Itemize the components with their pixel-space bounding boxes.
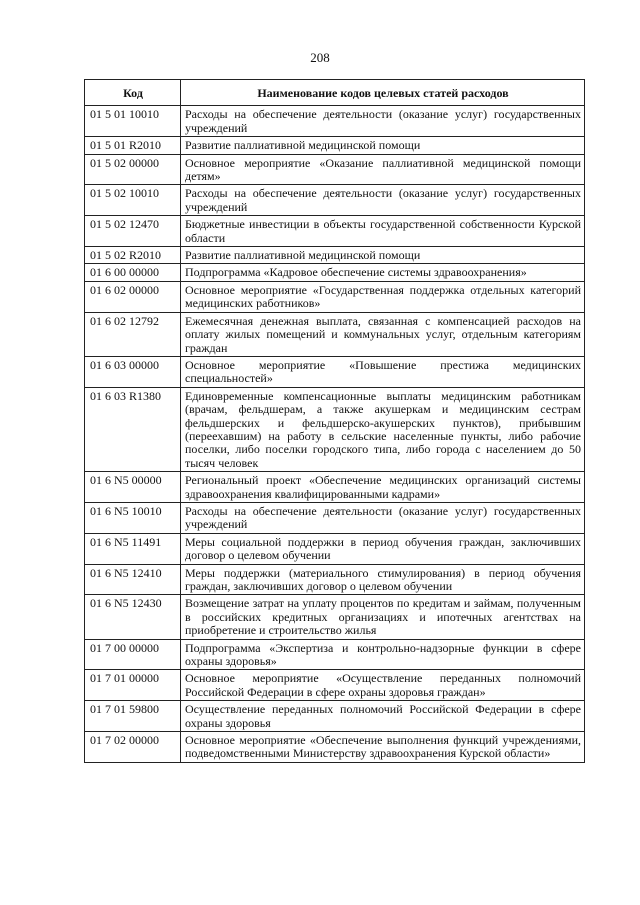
- row-code: 01 7 02 00000: [85, 732, 181, 763]
- row-code: 01 6 02 00000: [85, 281, 181, 312]
- table-row: [85, 247, 585, 264]
- table-row: [85, 670, 585, 701]
- table-row: [85, 595, 585, 639]
- row-name: Основное мероприятие «Обеспечение выполнения функций учреждениями, подведомственными Министерству здравоохранения Курской области»: [181, 732, 585, 763]
- table-row: [85, 185, 585, 216]
- row-name: Развитие паллиативной медицинской помощи: [181, 247, 585, 264]
- table-row: [85, 564, 585, 595]
- row-name: Подпрограмма «Кадровое обеспечение системы здравоохранения»: [181, 264, 585, 281]
- row-name: Меры социальной поддержки в период обучения граждан, заключивших договор о целевом обучении: [181, 533, 585, 564]
- row-code: 01 5 02 10010: [85, 185, 181, 216]
- row-code: 01 6 03 R1380: [85, 387, 181, 471]
- row-name: Осуществление переданных полномочий Российской Федерации в сфере охраны здоровья: [181, 701, 585, 732]
- table-row: [85, 312, 585, 356]
- table-row: [85, 356, 585, 387]
- header-name: Наименование кодов целевых статей расходов: [181, 80, 585, 106]
- row-name: Единовременные компенсационные выплаты медицинским работникам (врачам, фельдшерам, а также акушеркам и медицинским сестрам фельдшерских и фельдшерско-акушерских пунктов), прибывшим (переехавшим) на работу в сельские населенные пункты, либо рабочие поселки, либо поселки городского типа, либо города с населением до 50 тысяч человек: [181, 387, 585, 471]
- row-name: Основное мероприятие «Оказание паллиативной медицинской помощи детям»: [181, 154, 585, 185]
- table-row: [85, 639, 585, 670]
- row-code: 01 5 01 10010: [85, 106, 181, 137]
- row-name: Подпрограмма «Экспертиза и контрольно-надзорные функции в сфере охраны здоровья»: [181, 639, 585, 670]
- row-name: Ежемесячная денежная выплата, связанная с компенсацией расходов на оплату жилых помещений и коммунальных услуг, отдельным категориям граждан: [181, 312, 585, 356]
- row-name: Основное мероприятие «Повышение престижа медицинских специальностей»: [181, 356, 585, 387]
- row-code: 01 5 02 R2010: [85, 247, 181, 264]
- row-name: Возмещение затрат на уплату процентов по кредитам и займам, полученным в российских кредитных организациях и ипотечных агентствах на приобретение и строительство жилья: [181, 595, 585, 639]
- row-code: 01 6 02 12792: [85, 312, 181, 356]
- row-code: 01 6 00 00000: [85, 264, 181, 281]
- row-code: 01 7 00 00000: [85, 639, 181, 670]
- row-code: 01 7 01 59800: [85, 701, 181, 732]
- table-row: [85, 701, 585, 732]
- row-code: 01 5 02 12470: [85, 216, 181, 247]
- row-code: 01 6 N5 12430: [85, 595, 181, 639]
- row-name: Региональный проект «Обеспечение медицинских организаций системы здравоохранения квалифицированными кадрами»: [181, 472, 585, 503]
- header-code: Код: [85, 80, 181, 106]
- table-row: [85, 106, 585, 137]
- row-code: 01 6 N5 00000: [85, 472, 181, 503]
- row-name: Расходы на обеспечение деятельности (оказание услуг) государственных учреждений: [181, 185, 585, 216]
- table-row: [85, 137, 585, 154]
- budget-codes-table: [84, 79, 585, 763]
- table-row: [85, 533, 585, 564]
- row-code: 01 6 N5 11491: [85, 533, 181, 564]
- table-row: [85, 732, 585, 763]
- row-name: Основное мероприятие «Государственная поддержка отдельных категорий медицинских работников»: [181, 281, 585, 312]
- row-name: Расходы на обеспечение деятельности (оказание услуг) государственных учреждений: [181, 106, 585, 137]
- row-code: 01 7 01 00000: [85, 670, 181, 701]
- table-row: [85, 154, 585, 185]
- row-name: Бюджетные инвестиции в объекты государственной собственности Курской области: [181, 216, 585, 247]
- row-code: 01 6 N5 12410: [85, 564, 181, 595]
- table-row: [85, 387, 585, 471]
- table-row: [85, 216, 585, 247]
- row-code: 01 5 01 R2010: [85, 137, 181, 154]
- row-code: 01 5 02 00000: [85, 154, 181, 185]
- table-row: [85, 264, 585, 281]
- row-name: Развитие паллиативной медицинской помощи: [181, 137, 585, 154]
- row-name: Расходы на обеспечение деятельности (оказание услуг) государственных учреждений: [181, 502, 585, 533]
- row-code: 01 6 03 00000: [85, 356, 181, 387]
- row-name: Основное мероприятие «Осуществление переданных полномочий Российской Федерации в сфере охраны здоровья граждан»: [181, 670, 585, 701]
- table-row: [85, 472, 585, 503]
- row-code: 01 6 N5 10010: [85, 502, 181, 533]
- table-row: [85, 502, 585, 533]
- table-row: [85, 281, 585, 312]
- table-header-row: [85, 80, 585, 106]
- page-number: 208: [310, 50, 330, 65]
- row-name: Меры поддержки (материального стимулирования) в период обучения граждан, заключивших договор о целевом обучении: [181, 564, 585, 595]
